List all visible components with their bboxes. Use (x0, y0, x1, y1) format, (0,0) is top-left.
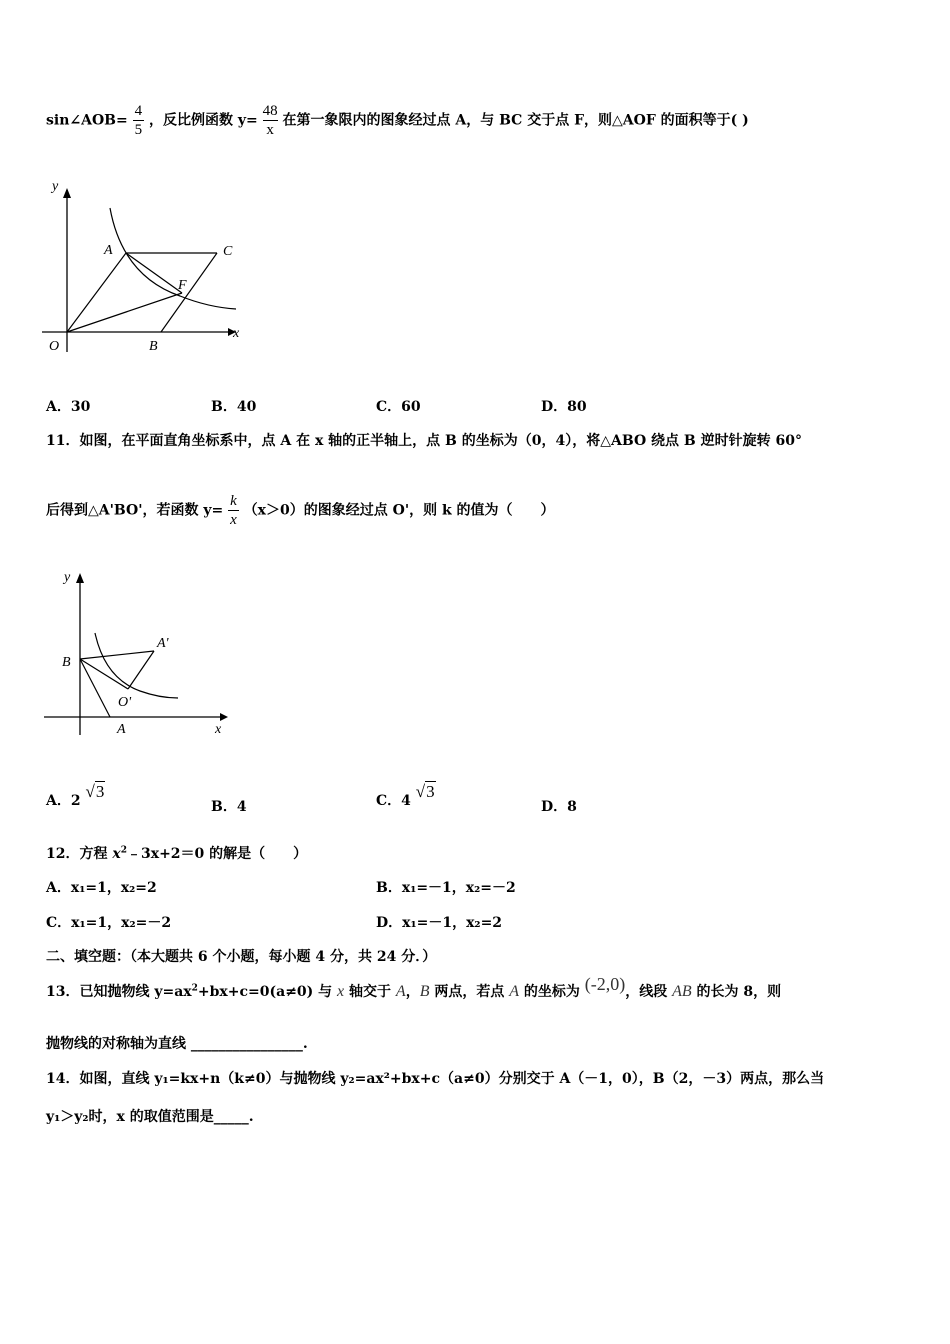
frac-numerator: 48 (262, 103, 278, 119)
segment-OA (67, 253, 126, 332)
q11-stem-line2 (46, 492, 555, 529)
segment-BA2 (80, 651, 154, 659)
segment-AF (126, 253, 182, 293)
label-A: A (117, 722, 126, 737)
q10-option-b: B．40 (211, 399, 257, 415)
label-y: y (64, 570, 71, 585)
y-axis-arrow (63, 188, 71, 198)
sqrt-symbol: √3 (415, 782, 435, 801)
q10-suffix: 在第一象限内的图象经过点 A，与 BC 交于点 F，则△AOF 的面积等于( ) (282, 112, 749, 129)
label-x: x (215, 722, 222, 737)
frac-numerator: 4 (134, 103, 143, 119)
q11-prefix: 后得到△A'BO'，若函数 y= (46, 502, 224, 519)
q11-option-c: C．4 √3 (376, 782, 435, 809)
q11-option-a: A．2 √3 (46, 782, 105, 809)
label-O-prime: O' (118, 695, 132, 710)
q10-option-d: D．80 (541, 399, 587, 415)
segment-CB (161, 253, 217, 332)
q10-mid: ，反比例函数 y= (148, 112, 258, 129)
q12-option-b: B．x₁=－1，x₂=－2 (376, 880, 516, 896)
q10-fraction-48-x (263, 102, 278, 139)
segment-A2O2 (128, 651, 154, 689)
label-O: O (49, 339, 60, 354)
q11-fraction-k-x (228, 492, 239, 529)
q11-figure (40, 565, 240, 745)
label-x: x (233, 326, 240, 341)
hyperbola-curve (110, 208, 236, 309)
q10-fraction-4-5 (133, 102, 145, 139)
q12-stem: 12．方程 $x^2﹣3x+2=0$ 的解是（ ） (46, 845, 308, 862)
label-B: B (149, 339, 158, 354)
q11-option-b: B．4 (211, 799, 247, 815)
frac-denominator: 5 (134, 122, 143, 138)
q10-option-c: C．60 (376, 399, 421, 415)
label-B: B (62, 655, 71, 670)
q12-option-d: D．x₁=－1，x₂=2 (376, 915, 503, 931)
label-C: C (223, 244, 233, 259)
q11-suffix: （x＞0）的图象经过点 O'，则 k 的值为（ ） (243, 502, 555, 519)
frac-numerator: k (230, 493, 237, 509)
frac-denominator: x (263, 120, 278, 139)
frac-denominator: x (230, 512, 237, 528)
q14-stem-line2: y₁＞y₂时，x 的取值范围是_____. (46, 1109, 254, 1125)
q12-option-c: C．x₁=1，x₂=－2 (46, 915, 172, 931)
q10-figure (40, 172, 250, 362)
q11-option-d: D．8 (541, 799, 577, 815)
q11-stem-line1: 11．如图，在平面直角坐标系中，点 A 在 x 轴的正半轴上，点 B 的坐标为（0，4），将△ABO 绕点 B 逆时针旋转 60° (46, 433, 802, 449)
q10-stem (46, 102, 749, 139)
y-axis-arrow (76, 573, 84, 583)
label-y: y (52, 179, 59, 194)
label-A: A (104, 243, 113, 258)
q14-stem-line1: 14．如图，直线 y₁=kx+n（k≠0）与抛物线 y₂=ax²+bx+c（a≠0）分别交于 A（－1，0），B（2，－3）两点，那么当 (46, 1071, 825, 1087)
label-F: F (178, 278, 187, 293)
q13-stem-line2: 抛物线的对称轴为直线 ________________. (46, 1036, 308, 1052)
q12-option-a: A．x₁=1，x₂=2 (46, 880, 157, 896)
x-axis-arrow (220, 713, 228, 721)
q10-option-a: A．30 (46, 399, 91, 415)
section-heading-fill-in: 二、填空题：（本大题共 6 个小题，每小题 4 分，共 24 分．） (46, 949, 437, 965)
q10-prefix: sin∠AOB= (46, 112, 128, 129)
label-A-prime: A' (157, 636, 169, 651)
q13-stem-line1: 13．已知抛物线 $y=ax^2+bx+c=0(a\ne 0)$ 与 x 轴交于 A，B 两点，若点 A 的坐标为 (-2,0)，线段 AB 的长为 8，则 (46, 974, 782, 1000)
sqrt-symbol: √3 (85, 782, 105, 801)
